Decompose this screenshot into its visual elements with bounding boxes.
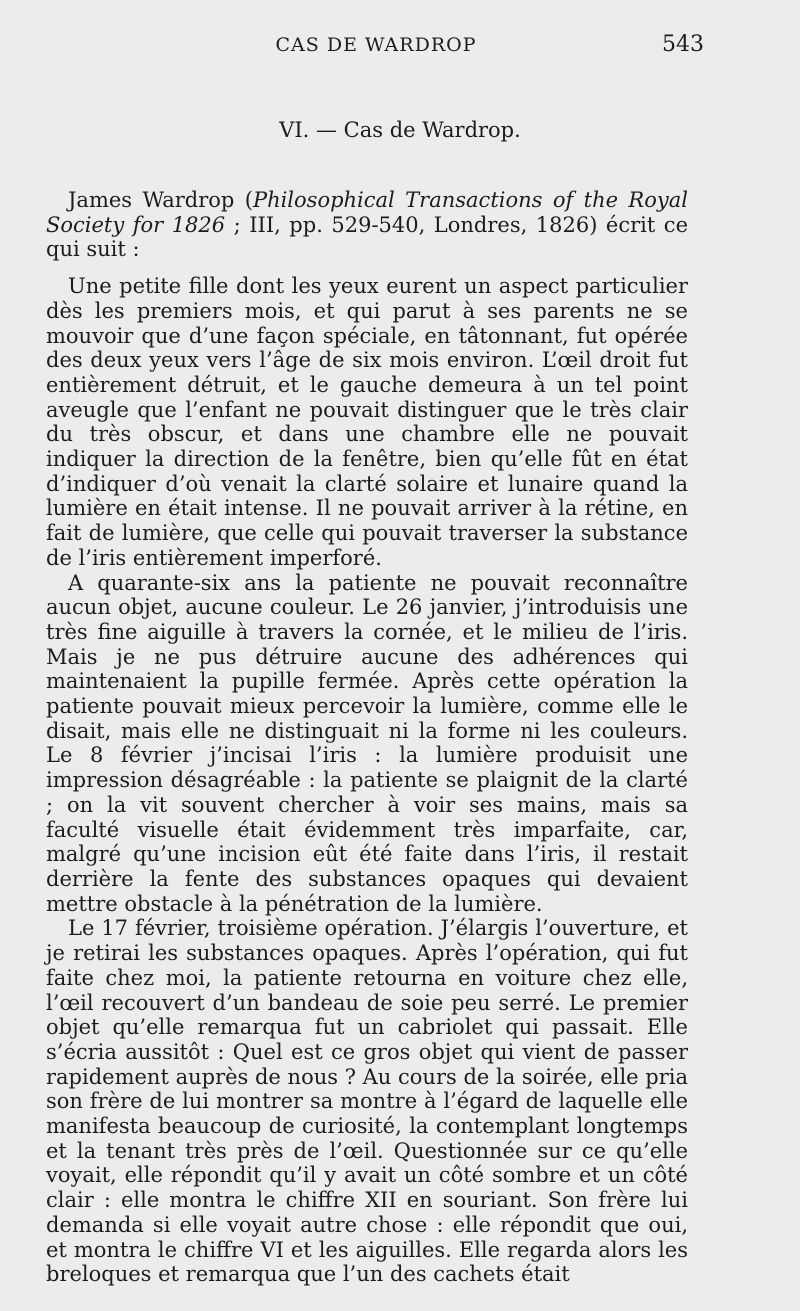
intro-journal: Philosophical Transactions of the Royal Society for 1826	[46, 188, 688, 237]
paragraph-2: A quarante-six ans la patiente ne pouvait reconnaître aucun objet, aucune couleur. Le 26 janvier, j’introduisis une très fine aiguille à travers la cornée, et le milieu de l’iris. Mais je ne pus détruire aucune des adhérences qui maintenaient la pupille fermée. Après cette opération la patiente pouvait mieux percevoir la lumière, comme elle le disait, mais elle ne distinguait ni la forme ni les couleurs. Le 8 février j’incisai l’iris : la lumière produisit une impression désagréable : la patiente se plaignit de la clarté ; on la vit souvent chercher à voir ses mains, mais sa faculté visuelle était évidemment très imparfaite, car, malgré qu’une incision eût été faite dans l’iris, il restait derrière la fente des substances opaques qui devaient mettre obstacle à la pénétration de la lumière.	[46, 570, 688, 916]
body-text	[46, 188, 688, 1287]
intro-author: James Wardrop (	[68, 188, 253, 212]
paragraph-1: Une petite fille dont les yeux eurent un aspect particulier dès les premiers mois, et qui parut à ses parents ne se mouvoir que d’une façon spéciale, en tâtonnant, fut opérée des deux yeux vers l’âge de six mois environ. L’œil droit fut entièrement détruit, et le gauche demeura à un tel point aveugle que l’enfant ne pouvait distinguer que le très clair du très obscur, et dans une chambre elle ne pouvait indiquer la direction de la fenêtre, bien qu’elle fût en état d’indiquer d’où venait la clarté solaire et lunaire quand la lumière en était intense. Il ne pouvait arriver à la rétine, en fait de lumière, que celle qui pouvait traverser la substance de l’iris entièrement imperforé.	[46, 274, 688, 570]
running-head	[48, 34, 704, 64]
page-number: 543	[662, 32, 704, 57]
running-title: CAS DE WARDROP	[275, 34, 477, 56]
section-title: VI. — Cas de Wardrop.	[279, 118, 521, 142]
paragraph-3: Le 17 février, troisième opération. J’élargis l’ouverture, et je retirai les substances opaques. Après l’opération, qui fut faite chez moi, la patiente retourna en voiture chez elle, l’œil recouvert d’un bandeau de soie peu serré. Le premier objet qu’elle remarqua fut un cabriolet qui passait. Elle s’écria aussitôt : Quel est ce gros objet qui vient de passer rapidement auprès de nous ? Au cours de la soirée, elle pria son frère de lui montrer sa montre à l’égard de laquelle elle manifesta beaucoup de curiosité, la contemplant longtemps et la tenant très près de l’œil. Questionnée sur ce qu’elle voyait, elle répondit qu’il y avait un côté sombre et un côté clair : elle montra le chiffre XII en souriant. Son frère lui demanda si elle voyait autre chose : elle répondit que oui, et montra le chiffre VI et les aiguilles. Elle regarda alors les breloques et remarqua que l’un des cachets était	[46, 916, 688, 1287]
intro-rest: ; III, pp. 529-540, Londres, 1826) écrit ce qui suit :	[46, 212, 688, 262]
intro-paragraph	[46, 188, 688, 262]
